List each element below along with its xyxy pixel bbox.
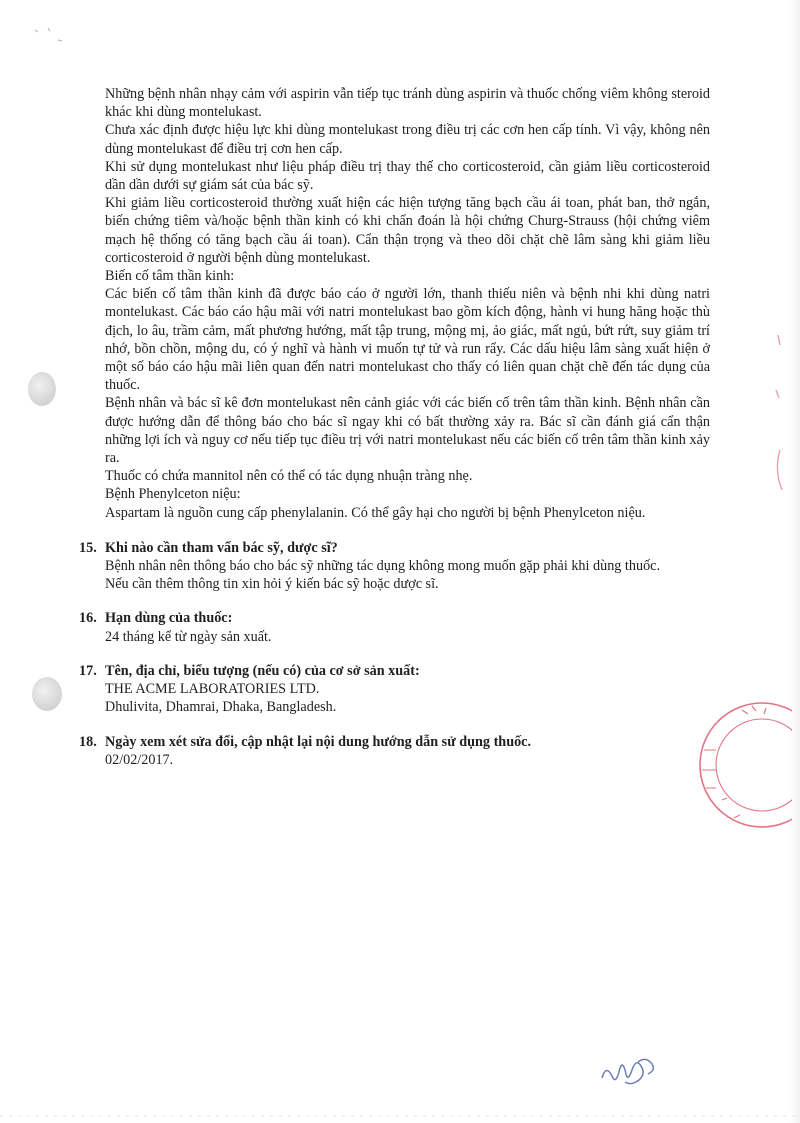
page-bottom-edge (0, 1112, 800, 1120)
handwritten-initials (598, 1052, 668, 1092)
section-number: 16. (79, 610, 97, 627)
section-line: THE ACME LABORATORIES LTD. (105, 681, 320, 698)
paragraph: Bệnh nhân và bác sĩ kê đơn montelukast nên cảnh giác với các biến cố trên tâm thần kinh. Bệnh nhân cần được hướng dẫn để thông báo cho bác sĩ ngay khi có bất thường xảy ra. Bác sĩ cần đánh giá cẩn thận những lợi ích và nguy cơ nếu tiếp tục điều trị với natri montelukast nếu các biến cố trên tâm thần kinh xảy ra. (105, 395, 710, 467)
section-17 (79, 662, 710, 717)
punch-hole-bottom (32, 677, 62, 711)
section-body (105, 680, 710, 716)
section-body (105, 751, 710, 769)
section-line: Nếu cần thêm thông tin xin hỏi ý kiến bác sỹ hoặc dược sĩ. (105, 576, 439, 593)
subheading-phenylketonuria: Bệnh Phenylceton niệu: (105, 486, 241, 503)
paragraph: Thuốc có chứa mannitol nên có thể có tác dụng nhuận tràng nhẹ. (105, 468, 473, 485)
section-line: Dhulivita, Dhamrai, Dhaka, Bangladesh. (105, 699, 337, 716)
section-heading: Ngày xem xét sửa đổi, cập nhật lại nội dung hướng dẫn sử dụng thuốc. (105, 733, 532, 750)
official-seal-stamp (682, 700, 792, 830)
section-18 (79, 733, 710, 769)
scribble-mark-top-left (30, 20, 70, 50)
section-number: 18. (79, 733, 97, 750)
red-ink-marks-right (768, 330, 788, 500)
section-number: 17. (79, 662, 97, 679)
section-line: Bệnh nhân nên thông báo cho bác sỹ những tác dụng không mong muốn gặp phải khi dùng thuốc. (105, 558, 661, 575)
section-15 (79, 539, 710, 594)
document-body (79, 85, 710, 769)
section-16 (79, 609, 710, 645)
section-body (105, 557, 710, 593)
paragraph: Chưa xác định được hiệu lực khi dùng montelukast trong điều trị các cơn hen cấp tính. Vì vậy, không nên dùng montelukast để điều trị cơn hen cấp. (105, 122, 710, 157)
paragraph: Aspartam là nguồn cung cấp phenylalanin. Có thể gây hại cho người bị bệnh Phenylceton niệu. (105, 504, 646, 521)
section-heading: Hạn dùng của thuốc: (105, 610, 233, 627)
paragraph: Khi giảm liều corticosteroid thường xuất hiện các hiện tượng tăng bạch cầu ái toan, phát ban, thở ngắn, biến chứng tiêm và/hoặc bệnh thần kinh có khi chẩn đoán là hội chứng Churg-Strauss (hội chứng viêm mạch hệ thống có tăng bạch cầu ái toan). Cẩn thận trọng và theo dõi chặt chẽ lâm sàng khi giảm liều corticosteroid ở người bệnh dùng montelukast. (105, 195, 710, 266)
paragraph: Những bệnh nhân nhạy cảm với aspirin vẫn tiếp tục tránh dùng aspirin và thuốc chống viêm không steroid khác khi dùng montelukast. (105, 86, 710, 121)
section-heading: Tên, địa chỉ, biểu tượng (nếu có) của cơ sở sản xuất: (105, 662, 420, 679)
paragraph: Các biến cố tâm thần kinh đã được báo cáo ở người lớn, thanh thiếu niên và bệnh nhi khi dùng natri montelukast. Các báo cáo hậu mãi với natri montelukast bao gồm kích động, hành vi hung hăng hoặc thù địch, lo âu, trầm cảm, mất phương hướng, mất tập trung, mộng mị, ảo giác, mất ngủ, bứt rứt, suy giảm trí nhớ, bồn chồn, mộng du, có ý nghĩ và hành vi muốn tự tử và run rẩy. Các dấu hiệu lâm sàng xuất hiện ở một số báo cáo hậu mãi liên quan đến natri montelukast cho thấy có liên quan chặt chẽ đến tác dụng của thuốc. (105, 286, 710, 394)
section-line: 02/02/2017. (105, 751, 174, 768)
section-heading: Khi nào cần tham vấn bác sỹ, dược sĩ? (105, 539, 338, 556)
section-body (105, 628, 710, 646)
section-number: 15. (79, 539, 97, 556)
page-edge-shadow (790, 0, 800, 1123)
section-line: 24 tháng kể từ ngày sản xuất. (105, 628, 272, 645)
paragraph: Khi sử dụng montelukast như liệu pháp điều trị thay thế cho corticosteroid, cần giảm liều corticosteroid dần dần dưới sự giám sát của bác sỹ. (105, 158, 710, 194)
precautions-text (105, 85, 710, 522)
punch-hole-top (28, 372, 56, 406)
subheading-neuropsychiatric: Biến cố tâm thần kinh: (105, 268, 235, 285)
